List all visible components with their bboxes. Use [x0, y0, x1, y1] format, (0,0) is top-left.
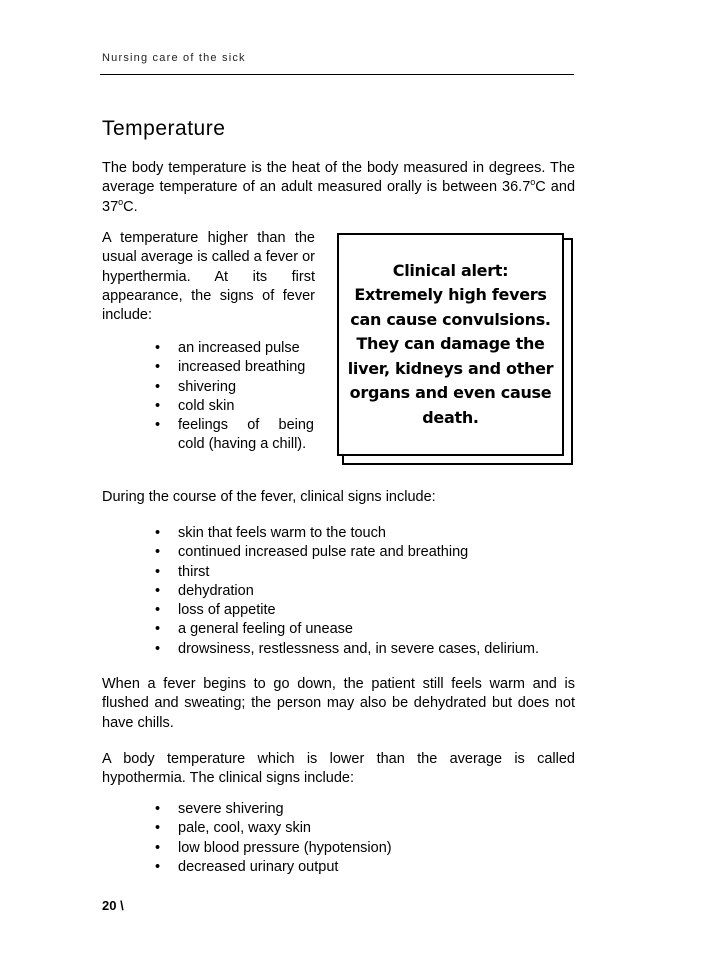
- list-item: • thirst: [155, 563, 585, 582]
- fever-down-paragraph: When a fever begins to go down, the patient still feels warm and is flushed and sweating; the person may also be dehydrated but does not have chills.: [102, 676, 575, 731]
- list-item: • shivering: [155, 378, 314, 397]
- list-item: • continued increased pulse rate and breathing: [155, 543, 585, 562]
- intro-text-1: The body temperature is the heat of the body measured in degrees. The average temperature of an adult measured orally is between 36.7: [102, 160, 575, 196]
- list-item: • a general feeling of unease: [155, 620, 585, 639]
- list-item: • feelings of being cold (having a chill).: [155, 416, 314, 455]
- list-item: • decreased urinary output: [155, 858, 575, 877]
- section-title: Temperature: [102, 117, 226, 140]
- intro-text-2: C and 37: [102, 179, 576, 215]
- clinical-alert-text: Clinical alert: Extremely high fevers can cause convulsions. They can damage the liver, kidneys and other organs and even cause death.: [347, 260, 554, 427]
- hypothermia-signs-list: [155, 800, 575, 877]
- list-item: • an increased pulse: [155, 339, 314, 358]
- clinical-alert-box: [337, 233, 564, 456]
- list-item: • increased breathing: [155, 358, 314, 377]
- course-intro-paragraph: During the course of the fever, clinical signs include:: [102, 489, 436, 505]
- degree-mark-1: o: [530, 177, 536, 188]
- list-item: • pale, cool, waxy skin: [155, 819, 575, 838]
- page-number: 20 \: [102, 898, 124, 913]
- fever-intro-paragraph: A temperature higher than the usual average is called a fever or hyperthermia. At its first appearance, the signs of fever include:: [102, 230, 315, 324]
- degree-mark-2: o: [118, 196, 124, 207]
- running-header: Nursing care of the sick: [102, 52, 246, 64]
- course-signs-list: [155, 524, 585, 659]
- list-item: • drowsiness, restlessness and, in severe cases, delirium.: [155, 640, 585, 659]
- list-item: • dehydration: [155, 582, 585, 601]
- list-item: • cold skin: [155, 397, 314, 416]
- list-item: • severe shivering: [155, 800, 575, 819]
- fever-signs-list: [155, 339, 314, 455]
- list-item: • skin that feels warm to the touch: [155, 524, 585, 543]
- intro-paragraph: [102, 159, 575, 217]
- hypothermia-intro-paragraph: A body temperature which is lower than the average is called hypothermia. The clinical signs include:: [102, 751, 575, 787]
- list-item: • low blood pressure (hypotension): [155, 839, 575, 858]
- intro-text-3: C.: [123, 198, 138, 215]
- header-rule: [100, 74, 574, 75]
- list-item: • loss of appetite: [155, 601, 585, 620]
